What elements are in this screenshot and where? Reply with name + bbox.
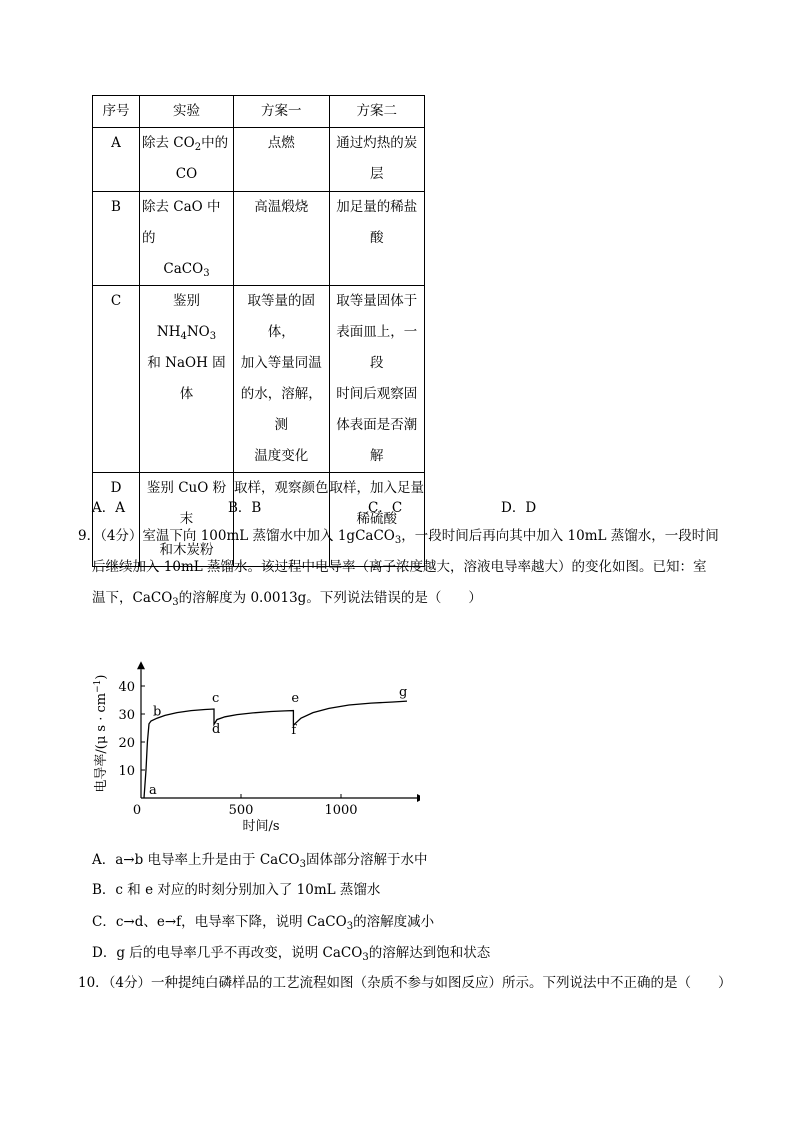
plan2-cell	[329, 192, 425, 286]
table-row	[93, 192, 425, 286]
row-id: C	[93, 286, 140, 473]
plan-line: 稀硫酸	[356, 511, 397, 527]
plan1-cell	[234, 128, 330, 192]
option-text: 固体部分溶解于水中	[305, 852, 428, 868]
plan-line: 酸	[370, 230, 384, 246]
row-id: D	[93, 473, 140, 567]
y-axis-label-main: 电导率/(μ s · cm	[94, 692, 109, 793]
y-axis-label	[93, 675, 109, 793]
q9-line-3	[92, 583, 742, 614]
subscript: 4	[180, 331, 187, 342]
y-axis-label-end: )	[94, 674, 109, 680]
x-axis-label: 时间/s	[242, 819, 280, 834]
chart-point-labels	[149, 685, 407, 798]
y-tick-label: 30	[118, 708, 135, 723]
experiment-text: 和 NaOH 固体	[147, 355, 226, 402]
point-label-g: g	[399, 684, 408, 700]
header-cell: 实验	[140, 96, 234, 128]
plan-line: 解	[370, 448, 384, 464]
option-text: D．g 后的电导率几乎不再改变，说明 CaCO	[92, 945, 363, 961]
plan-line: 温度变化	[254, 448, 309, 464]
q9-text: 9．（4分）室温下向 100mL 蒸馏水中加入 1gCaCO	[78, 528, 395, 544]
plan-line: 取等量固体于	[336, 293, 418, 309]
point-label-f: f	[291, 723, 297, 739]
plan-line: 取等量的固体，	[247, 293, 315, 340]
table-row	[93, 128, 425, 192]
point-label-e: e	[291, 690, 300, 706]
x-tick-label: 1000	[324, 803, 358, 818]
plan-line: 表面皿上，一段	[336, 324, 418, 371]
experiment-text: 鉴别 CuO 粉末	[146, 480, 227, 527]
experiment-cell	[140, 286, 234, 473]
subscript: 3	[362, 952, 369, 963]
experiment-text: 除去 CaO 中的	[142, 199, 221, 246]
point-label-b: b	[153, 704, 162, 720]
experiment-cell	[140, 128, 234, 192]
experiment-text: 除去 CO	[142, 135, 195, 151]
q10-line	[78, 968, 732, 999]
plan-line: 取样，加入足量	[329, 480, 424, 496]
experiment-text: 鉴别 NH	[156, 293, 200, 340]
plan-line: 加足量的稀盐	[336, 199, 418, 215]
experiment-cell	[140, 192, 234, 286]
plan2-cell	[329, 286, 425, 473]
experiment-text: NO	[186, 324, 210, 340]
x-tick-label: 500	[228, 803, 254, 818]
subscript: 3	[172, 597, 179, 608]
plan-line: 点燃	[267, 135, 295, 151]
experiment-text: 和木炭粉	[159, 542, 214, 558]
conductivity-curve	[144, 701, 407, 798]
plan-line: 层	[370, 166, 384, 182]
option-text: C．c→d、e→f，电导率下降，说明 CaCO	[92, 914, 347, 930]
subscript: 3	[394, 535, 402, 546]
q9-option-c[interactable]	[92, 911, 434, 933]
table-row	[93, 286, 425, 473]
subscript: 3	[299, 859, 306, 870]
option-text: A．a→b 电导率上升是由于 CaCO	[92, 852, 300, 868]
subscript: 3	[209, 331, 217, 342]
q10-text: 10．（4分）一种提纯白磷样品的工艺流程如图（杂质不参与如图反应）所示。下列说法中不正确的是（ ）	[78, 975, 732, 991]
plan-line: 通过灼热的炭	[336, 135, 418, 151]
header-cell: 方案二	[329, 96, 425, 128]
q9-text: 后继续加入 10mL 蒸馏水。该过程中电导率（离子浓度越大，溶液电导率越大）的变化如图。已知：室	[92, 559, 707, 575]
plan-line: 加入等量同温	[240, 355, 322, 371]
subscript: 3	[346, 921, 354, 932]
q9-text: 的溶解度为 0.0013g。下列说法错误的是（ ）	[178, 590, 482, 606]
plan-line: 高温煅烧	[254, 199, 309, 215]
q9-option-d[interactable]	[92, 942, 490, 964]
option-a[interactable]: A．A	[92, 500, 125, 516]
experiment-text: CO	[175, 166, 198, 182]
chart-series	[144, 701, 407, 798]
header-cell: 序号	[93, 96, 140, 128]
subscript: 3	[203, 268, 210, 279]
q9-text: ，一段时间后再向其中加入 10mL 蒸馏水，一段时间	[401, 528, 719, 544]
y-axis-arrow	[137, 661, 145, 669]
point-label-a: a	[149, 782, 157, 798]
row-id: A	[93, 128, 140, 192]
plan2-cell	[329, 128, 425, 192]
conductivity-chart	[90, 618, 420, 840]
plan-line: 体表面是否潮	[336, 417, 418, 433]
q8-options	[92, 496, 652, 516]
y-tick-label: 20	[118, 736, 135, 751]
point-label-d: d	[212, 721, 221, 737]
option-text: B．c 和 e 对应的时刻分别加入了 10mL 蒸馏水	[92, 882, 381, 898]
plan-line: 时间后观察固	[336, 386, 418, 402]
option-d[interactable]: D．D	[501, 500, 537, 516]
plan1-cell	[234, 286, 330, 473]
q9-line-2	[92, 552, 742, 583]
y-tick-label: 40	[118, 680, 135, 695]
experiment-text: 中的	[201, 135, 229, 151]
option-text: 的溶解度减小	[353, 914, 435, 930]
experiment-text: CaCO	[163, 261, 204, 277]
plan-line: 的水，溶解，测	[240, 386, 322, 433]
option-b[interactable]: B．B	[228, 500, 262, 516]
point-label-c: c	[212, 690, 220, 706]
origin-label: 0	[132, 803, 142, 818]
y-axis-label-sup: −1	[93, 679, 103, 693]
plan1-cell	[234, 192, 330, 286]
q9-option-b[interactable]	[92, 879, 380, 901]
y-tick-label: 10	[118, 764, 135, 779]
q9-option-a[interactable]	[92, 849, 427, 871]
option-c[interactable]: C．C	[368, 500, 403, 516]
x-axis-arrow	[417, 794, 420, 802]
q9-line-1	[78, 521, 728, 552]
table-header-row	[93, 96, 425, 128]
option-text: 的溶解达到饱和状态	[368, 945, 491, 961]
header-cell: 方案一	[234, 96, 330, 128]
chart-axes	[137, 661, 420, 802]
plan-line: 取样，观察颜色	[234, 480, 329, 496]
q9-text: 温下，CaCO	[92, 590, 173, 606]
row-id: B	[93, 192, 140, 286]
subscript: 2	[194, 142, 202, 153]
